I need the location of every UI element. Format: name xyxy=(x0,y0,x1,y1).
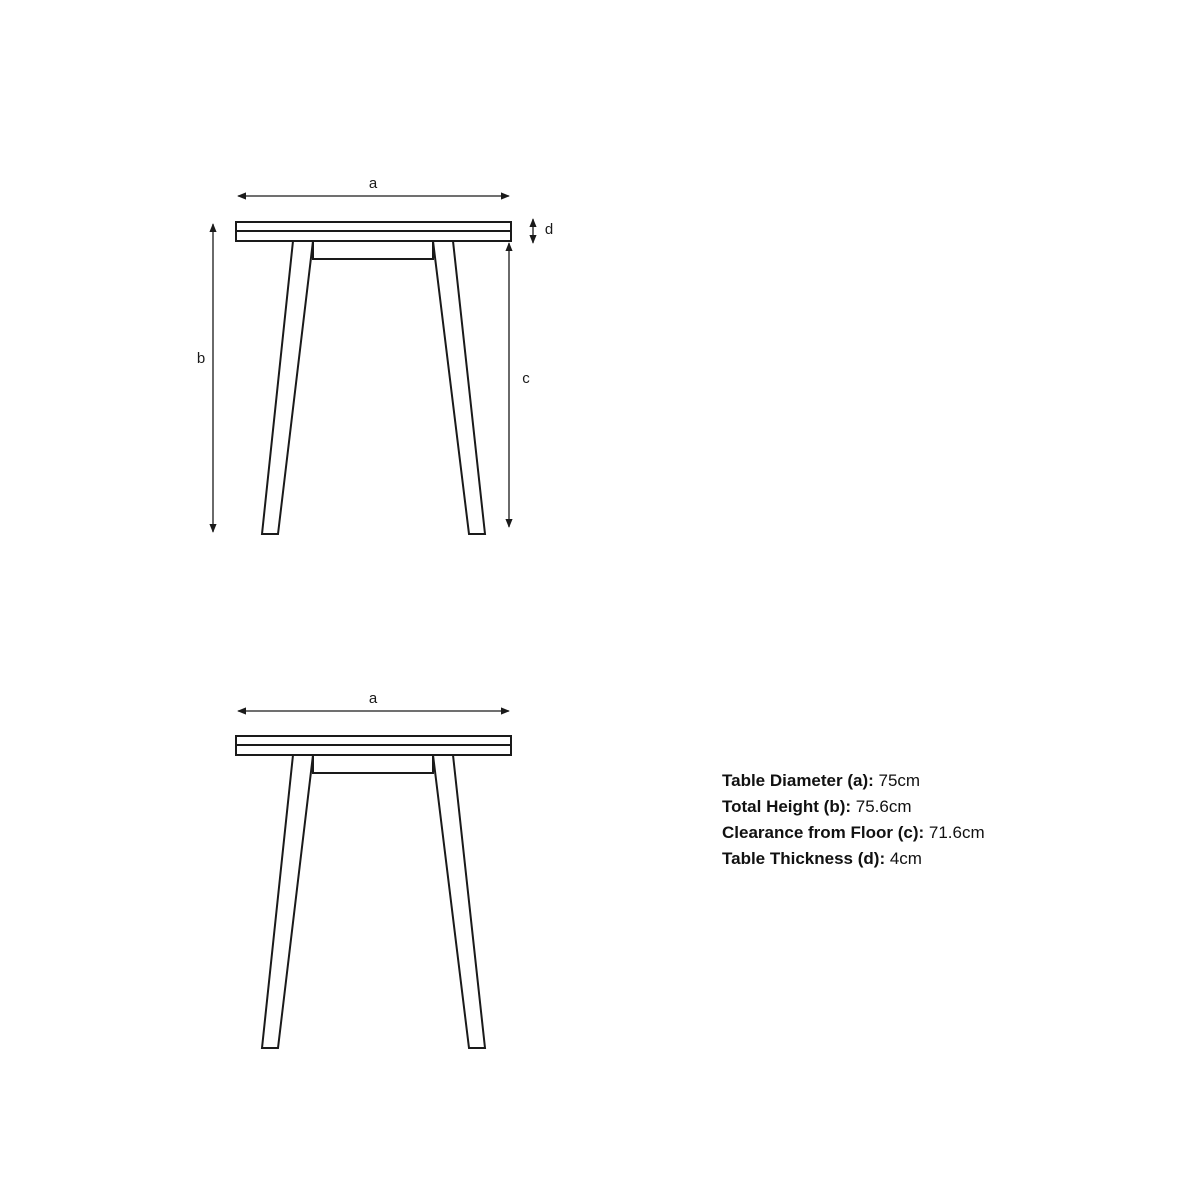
dimension-b xyxy=(197,224,213,532)
spec-total-height xyxy=(722,794,985,820)
dimension-d-label: d xyxy=(544,221,554,238)
spec-key: Total Height (b): xyxy=(722,797,852,816)
spec-key: Table Diameter (a): xyxy=(722,771,874,790)
left-leg xyxy=(262,241,313,534)
dimension-a-label: a xyxy=(368,175,378,192)
apron xyxy=(313,241,433,259)
table-elevation-second xyxy=(236,736,511,1048)
spec-value: 75.6cm xyxy=(851,797,912,816)
dimension-a-second xyxy=(238,690,509,711)
dimension-a-label: a xyxy=(368,690,378,707)
spec-value: 75cm xyxy=(873,771,921,790)
dimension-d xyxy=(533,219,553,243)
spec-value: 4cm xyxy=(885,849,922,868)
spec-value: 71.6cm xyxy=(924,823,985,842)
right-leg xyxy=(433,755,485,1048)
table-elevation-dimensioned xyxy=(236,222,511,534)
spec-key: Table Thickness (d): xyxy=(722,849,886,868)
spec-table-thickness xyxy=(722,846,985,872)
dimension-a xyxy=(238,175,509,196)
spec-clearance-from-floor xyxy=(722,820,985,846)
right-leg xyxy=(433,241,485,534)
spec-key: Clearance from Floor (c): xyxy=(722,823,925,842)
specifications-list xyxy=(722,768,985,872)
dimension-c xyxy=(509,243,530,527)
left-leg xyxy=(262,755,313,1048)
spec-table-diameter xyxy=(722,768,985,794)
apron xyxy=(313,755,433,773)
dimension-b-label: b xyxy=(196,350,206,367)
dimension-c-label: c xyxy=(522,370,530,387)
